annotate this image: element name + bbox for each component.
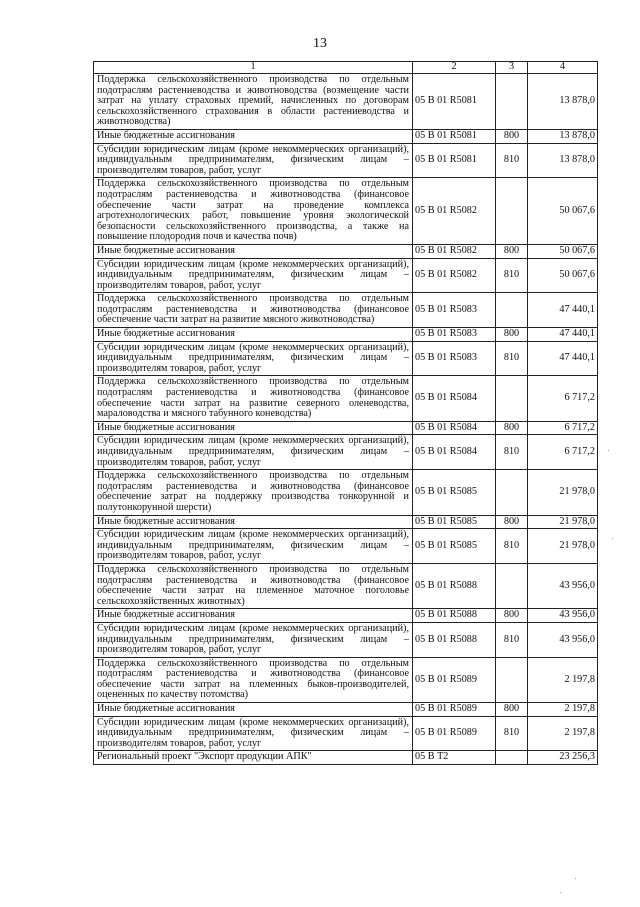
row-name-cell: Поддержка сельскохозяйственного производства по отдельным подотраслям растениеводства и животноводства (финансовое обеспечение части затрат на племенных быков-производителей, оцененных по качеству потомства) — [94, 657, 413, 702]
row-name-cell: Субсидии юридическим лицам (кроме некоммерческих организаций), индивидуальным предпринимателям, физическим лицам – производителям товаров, работ, услуг — [94, 716, 413, 751]
row-type-cell: 810 — [496, 529, 528, 564]
table-row — [94, 470, 598, 515]
row-type-cell — [496, 293, 528, 328]
page-number: 13 — [313, 36, 327, 51]
table-row — [94, 328, 598, 342]
header-col-1: 1 — [94, 62, 413, 74]
row-type-cell — [496, 470, 528, 515]
row-amount-cell: 43 956,0 — [528, 609, 598, 623]
row-name-cell: Поддержка сельскохозяйственного производства по отдельным подотраслям растениеводства и животноводства (финансовое обеспечение части затрат на развитие мясного животноводства) — [94, 293, 413, 328]
header-col-3: 3 — [496, 62, 528, 74]
row-type-cell — [496, 751, 528, 765]
row-amount-cell: 13 878,0 — [528, 74, 598, 130]
row-code-cell: 05 В 01 R5082 — [413, 258, 496, 293]
row-name-cell: Субсидии юридическим лицам (кроме некоммерческих организаций), индивидуальным предпринимателям, физическим лицам – производителям товаров, работ, услуг — [94, 341, 413, 376]
row-type-cell: 810 — [496, 622, 528, 657]
row-type-cell — [496, 563, 528, 608]
row-name-cell: Субсидии юридическим лицам (кроме некоммерческих организаций), индивидуальным предпринимателям, физическим лицам – производителям товаров, работ, услуг — [94, 435, 413, 470]
row-name-cell: Иные бюджетные ассигнования — [94, 609, 413, 623]
scan-speck — [608, 450, 609, 451]
table-row — [94, 622, 598, 657]
scan-speck — [575, 878, 576, 879]
table-row — [94, 751, 598, 765]
row-name-cell: Поддержка сельскохозяйственного производства по отдельным подотраслям растениеводства и животноводства (финансовое обеспечение части затрат на развитие северного оленеводства, мараловодства и мясного табунного коневодства) — [94, 376, 413, 421]
header-col-2: 2 — [413, 62, 496, 74]
table-row — [94, 703, 598, 717]
row-code-cell: 05 В 01 R5088 — [413, 563, 496, 608]
row-code-cell: 05 В 01 R5088 — [413, 622, 496, 657]
row-amount-cell: 13 878,0 — [528, 143, 598, 178]
row-type-cell: 810 — [496, 435, 528, 470]
row-amount-cell: 6 717,2 — [528, 376, 598, 421]
scan-speck — [560, 892, 561, 893]
table-row — [94, 529, 598, 564]
row-amount-cell: 47 440,1 — [528, 328, 598, 342]
table-row — [94, 129, 598, 143]
table-row — [94, 244, 598, 258]
row-type-cell — [496, 657, 528, 702]
table-row — [94, 178, 598, 245]
row-type-cell: 800 — [496, 328, 528, 342]
row-code-cell: 05 В 01 R5089 — [413, 703, 496, 717]
row-name-cell: Иные бюджетные ассигнования — [94, 421, 413, 435]
row-amount-cell: 21 978,0 — [528, 529, 598, 564]
row-code-cell: 05 В Т2 — [413, 751, 496, 765]
row-code-cell: 05 В 01 R5081 — [413, 143, 496, 178]
row-amount-cell: 6 717,2 — [528, 421, 598, 435]
row-amount-cell: 50 067,6 — [528, 178, 598, 245]
table-row — [94, 421, 598, 435]
row-amount-cell: 47 440,1 — [528, 341, 598, 376]
row-type-cell: 800 — [496, 703, 528, 717]
row-name-cell: Субсидии юридическим лицам (кроме некоммерческих организаций), индивидуальным предпринимателям, физическим лицам – производителям товаров, работ, услуг — [94, 529, 413, 564]
table-row — [94, 376, 598, 421]
row-code-cell: 05 В 01 R5085 — [413, 515, 496, 529]
row-code-cell: 05 В 01 R5084 — [413, 376, 496, 421]
row-code-cell: 05 В 01 R5084 — [413, 421, 496, 435]
table-row — [94, 143, 598, 178]
row-name-cell: Иные бюджетные ассигнования — [94, 129, 413, 143]
row-amount-cell: 50 067,6 — [528, 244, 598, 258]
row-code-cell: 05 В 01 R5082 — [413, 244, 496, 258]
table-row — [94, 74, 598, 130]
row-name-cell: Иные бюджетные ассигнования — [94, 328, 413, 342]
row-code-cell: 05 В 01 R5083 — [413, 328, 496, 342]
header-col-4: 4 — [528, 62, 598, 74]
row-code-cell: 05 В 01 R5081 — [413, 74, 496, 130]
row-code-cell: 05 В 01 R5081 — [413, 129, 496, 143]
table-row — [94, 293, 598, 328]
row-type-cell: 810 — [496, 716, 528, 751]
row-type-cell: 810 — [496, 258, 528, 293]
row-type-cell: 800 — [496, 244, 528, 258]
row-type-cell: 800 — [496, 129, 528, 143]
row-code-cell: 05 В 01 R5089 — [413, 657, 496, 702]
row-amount-cell: 43 956,0 — [528, 563, 598, 608]
row-name-cell: Иные бюджетные ассигнования — [94, 244, 413, 258]
table-row — [94, 716, 598, 751]
row-type-cell — [496, 178, 528, 245]
row-code-cell: 05 В 01 R5085 — [413, 470, 496, 515]
row-type-cell: 800 — [496, 609, 528, 623]
row-code-cell: 05 В 01 R5083 — [413, 341, 496, 376]
row-amount-cell: 43 956,0 — [528, 622, 598, 657]
row-name-cell: Субсидии юридическим лицам (кроме некоммерческих организаций), индивидуальным предпринимателям, физическим лицам – производителям товаров, работ, услуг — [94, 622, 413, 657]
table-row — [94, 258, 598, 293]
row-type-cell — [496, 74, 528, 130]
row-name-cell: Субсидии юридическим лицам (кроме некоммерческих организаций), индивидуальным предпринимателям, физическим лицам – производителям товаров, работ, услуг — [94, 143, 413, 178]
budget-table — [93, 61, 598, 765]
row-code-cell: 05 В 01 R5089 — [413, 716, 496, 751]
row-name-cell: Субсидии юридическим лицам (кроме некоммерческих организаций), индивидуальным предпринимателям, физическим лицам – производителям товаров, работ, услуг — [94, 258, 413, 293]
table-body — [94, 74, 598, 765]
row-type-cell: 800 — [496, 515, 528, 529]
row-name-cell: Иные бюджетные ассигнования — [94, 515, 413, 529]
row-type-cell: 810 — [496, 341, 528, 376]
row-name-cell: Поддержка сельскохозяйственного производства по отдельным подотраслям растениеводства и животноводства (финансовое обеспечение части затрат на проведение комплекса агротехнологических работ, повышение уровня экологической безопасности сельскохозяйственного производства, а также на повышение плодородия почв и качества почв) — [94, 178, 413, 245]
row-code-cell: 05 В 01 R5083 — [413, 293, 496, 328]
scan-speck — [612, 538, 613, 539]
row-type-cell — [496, 376, 528, 421]
table-row — [94, 563, 598, 608]
row-amount-cell: 21 978,0 — [528, 470, 598, 515]
row-amount-cell: 6 717,2 — [528, 435, 598, 470]
row-amount-cell: 2 197,8 — [528, 657, 598, 702]
row-code-cell: 05 В 01 R5084 — [413, 435, 496, 470]
row-name-cell: Иные бюджетные ассигнования — [94, 703, 413, 717]
row-amount-cell: 23 256,3 — [528, 751, 598, 765]
table-row — [94, 515, 598, 529]
row-type-cell: 810 — [496, 143, 528, 178]
row-amount-cell: 21 978,0 — [528, 515, 598, 529]
row-code-cell: 05 В 01 R5082 — [413, 178, 496, 245]
row-amount-cell: 13 878,0 — [528, 129, 598, 143]
row-name-cell: Поддержка сельскохозяйственного производства по отдельным подотраслям растениеводства и животноводства (финансовое обеспечение части затрат на племенное маточное поголовье сельскохозяйственных животных) — [94, 563, 413, 608]
table-row — [94, 657, 598, 702]
row-name-cell: Региональный проект "Экспорт продукции АПК" — [94, 751, 413, 765]
row-amount-cell: 2 197,8 — [528, 703, 598, 717]
row-name-cell: Поддержка сельскохозяйственного производства по отдельным подотраслям растениеводства и животноводства (возмещение части затрат на уплату страховых премий, начисленных по договорам сельскохозяйственного страхования в области растениеводства и животноводства) — [94, 74, 413, 130]
row-amount-cell: 2 197,8 — [528, 716, 598, 751]
row-code-cell: 05 В 01 R5085 — [413, 529, 496, 564]
row-amount-cell: 47 440,1 — [528, 293, 598, 328]
table-row — [94, 435, 598, 470]
table-header-row — [94, 62, 598, 74]
row-name-cell: Поддержка сельскохозяйственного производства по отдельным подотраслям растениеводства и животноводства (финансовое обеспечение затрат на поддержку производства тонкорунной и полутонкорунной шерсти) — [94, 470, 413, 515]
row-type-cell: 800 — [496, 421, 528, 435]
table-row — [94, 609, 598, 623]
row-amount-cell: 50 067,6 — [528, 258, 598, 293]
row-code-cell: 05 В 01 R5088 — [413, 609, 496, 623]
table-row — [94, 341, 598, 376]
